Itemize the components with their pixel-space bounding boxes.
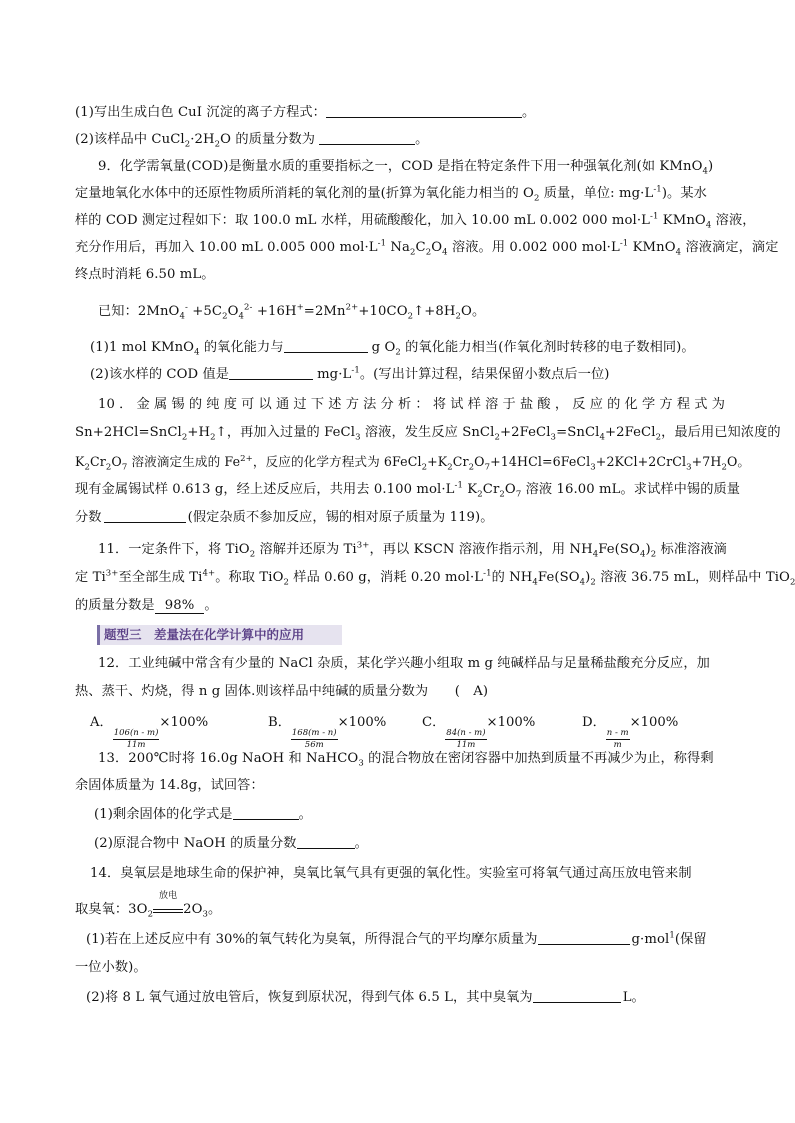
q10-text: Cr [482, 482, 500, 497]
superscript: 3+ [105, 568, 119, 579]
q11-text: 样品 0.60 g，消耗 0.20 mol·L [289, 570, 484, 585]
answer-blank[interactable] [533, 988, 621, 1003]
q9-text: 溶液。用 0.002 000 mol·L [447, 240, 620, 255]
subscript: 2 [421, 462, 428, 473]
q8-part2-text: (2)该样品中 CuCl [75, 132, 185, 147]
subscript: 2 [147, 909, 154, 920]
subscript: 2 [590, 577, 596, 588]
subscript: 2 [214, 139, 221, 150]
subscript: 2 [407, 311, 414, 322]
q9-part1-text: g O [371, 340, 396, 355]
q14-part2-text: (2)将 8 L 氧气通过放电管后，恢复到原状况，得到气体 6.5 L，其中臭氧为 [86, 990, 533, 1005]
q9-part2-text: 。(写出计算过程，结果保留小数点后一位) [359, 367, 610, 382]
answer-blank[interactable] [538, 930, 630, 945]
q9-text: 充分作用后，再加入 10.00 mL 0.005 000 mol·L [75, 240, 378, 255]
subscript: 2 [410, 247, 416, 258]
q10-text: ↑，再加入过量的 FeCl [215, 425, 356, 440]
answer-blank[interactable] [229, 365, 313, 380]
superscript: 2- [244, 302, 253, 313]
equation-text: 已知：2MnO [98, 304, 180, 319]
option-tail: ×100% [629, 715, 679, 730]
equation-text: +10CO [358, 304, 408, 319]
reaction-arrow [153, 891, 183, 913]
q13-part2-text: (2)原混合物中 NaOH 的质量分数 [94, 836, 297, 851]
q10-text: +H [187, 425, 211, 440]
q11-line2 [75, 568, 795, 588]
subscript: 2 [181, 432, 188, 443]
answer-blank[interactable] [104, 508, 186, 523]
q14-part1-text: g·mol [631, 932, 670, 947]
q10-text: ，反应的化学方程式为 6FeCl [252, 454, 422, 469]
q13-part1-end: 。 [298, 807, 312, 822]
q14-part2-text: L。 [622, 990, 645, 1005]
q11-text: 。称取 TiO [215, 570, 284, 585]
subscript: 4 [599, 432, 605, 443]
q9-text: )。某水 [661, 186, 707, 201]
subscript: 4 [705, 220, 712, 231]
q9-text: Na [386, 240, 410, 255]
q10-line2 [75, 423, 781, 443]
q11-text: Fe(SO [598, 542, 640, 557]
subscript: 2 [222, 311, 228, 322]
q8-part2-text-b: ·2H [190, 132, 215, 147]
q11-text: 溶解并还原为 Ti [255, 542, 357, 557]
q8-part2-end: 。 [415, 132, 429, 147]
subscript: 2 [105, 462, 112, 473]
q9-text: 质量，单位: mg·L [539, 186, 654, 201]
q10-text: 溶液滴定生成的 Fe [127, 454, 241, 469]
q9-part1 [90, 338, 740, 358]
superscript: + [296, 302, 304, 313]
q9-part2-text: (2)该水样的 COD 值是 [90, 367, 230, 382]
q14-part1-text: (1)若在上述反应中有 30%的氧气转化为臭氧，所得混合气的平均摩尔质量为 [86, 932, 538, 947]
q10-text: K [75, 454, 85, 469]
subscript: 2 [721, 462, 727, 473]
q11-text: 标准溶液滴 [656, 542, 727, 557]
q8-part1-text: (1)写出生成白色 CuI 沉淀的离子方程式： [75, 105, 326, 120]
q11-text: ) [585, 570, 591, 585]
q9-part1-text: 的氧化能力与 [199, 340, 284, 355]
q9-line5 [75, 265, 725, 285]
q11-line1 [98, 540, 725, 560]
q12-option-b[interactable] [268, 712, 386, 751]
subscript: 4 [532, 577, 538, 588]
q10-text: 10．金属锡的纯度可以通过下述方法分析：将试样溶于盐酸，反应的化学方程式为 [98, 397, 725, 412]
q13-line1 [98, 749, 725, 769]
option-label: D． [582, 715, 606, 730]
q11-text: 。 [204, 598, 218, 613]
q10-line5 [75, 508, 725, 528]
q14-part2 [86, 988, 736, 1008]
subscript: 4 [579, 577, 586, 588]
q10-text: ，最后用已知浓度的 [661, 425, 781, 440]
q10-text: O [111, 454, 122, 469]
q13-line2 [75, 776, 725, 796]
superscript: -1 [653, 184, 662, 195]
q11-text: 溶液 36.75 mL，则样品中 TiO [595, 570, 790, 585]
fraction-numerator: 84(n - m) [446, 728, 486, 738]
subscript: 2 [84, 462, 91, 473]
q10-text: K [463, 482, 478, 497]
subscript: 4 [442, 247, 448, 258]
q12-line2 [75, 682, 725, 702]
subscript: 2 [477, 489, 483, 500]
q14-line2 [75, 891, 725, 920]
q12-option-a[interactable] [90, 712, 208, 751]
q14-part1 [86, 930, 736, 950]
equation-text: =2Mn [303, 304, 346, 319]
q10-line4 [75, 480, 741, 500]
q14-part1-text: 一位小数)。 [75, 960, 147, 975]
answer-blank[interactable] [319, 130, 415, 145]
subscript: 7 [515, 489, 522, 500]
q9-line2 [75, 184, 725, 204]
q10-text: =SnCl [556, 425, 600, 440]
q9-text: 终点时消耗 6.50 mL。 [75, 267, 215, 282]
q14-line1 [90, 864, 725, 884]
subscript: 2 [184, 139, 191, 150]
superscript: -1 [351, 365, 360, 376]
q13-part1-text: (1)剩余固体的化学式是 [94, 807, 233, 822]
superscript: -1 [650, 211, 659, 222]
q11-text: Fe(SO [537, 570, 580, 585]
superscript: -1 [454, 480, 463, 491]
subscript: 2 [533, 193, 540, 204]
q9-text: 溶液， [711, 213, 756, 228]
fraction-denominator: 56m [304, 740, 324, 750]
superscript: -1 [483, 568, 492, 579]
subscript: 4 [179, 311, 185, 322]
subscript: 3 [550, 432, 557, 443]
subscript: 4 [238, 311, 245, 322]
q9-text: 溶液滴定，滴定 [681, 240, 779, 255]
q9-line3 [75, 211, 756, 231]
superscript: -1 [377, 238, 387, 249]
q8-part1-end: 。 [521, 105, 536, 120]
superscript: 1 [669, 930, 675, 941]
q9-line1 [98, 157, 725, 177]
superscript: 3+ [356, 540, 370, 551]
q13-text: 余固体质量为 14.8g，试回答： [75, 778, 264, 793]
q14-part1-text: (保留 [674, 932, 707, 947]
q13-part1 [94, 805, 744, 825]
fraction [291, 728, 338, 751]
q10-text: (假定杂质不参加反应，锡的相对原子质量为 119)。 [187, 510, 494, 525]
subscript: 7 [484, 462, 491, 473]
subscript: 3 [686, 462, 692, 473]
q10-text: O [504, 482, 516, 497]
fraction-numerator: n - m [606, 728, 629, 738]
q14-text: 2O [183, 902, 203, 917]
option-label: C． [422, 715, 446, 730]
q9-part2 [90, 365, 740, 385]
equation-text: +16H [252, 304, 297, 319]
q9-text: 9．化学需氧量(COD)是衡量水质的重要指标之一，COD 是指在特定条件下用一种强氧化剂(如 KMnO [98, 159, 703, 174]
subscript: 3 [202, 909, 208, 920]
q10-text: 分数 [75, 510, 102, 525]
superscript: 2+ [345, 302, 359, 313]
q9-text: 样的 COD 测定过程如下：取 100.0 mL 水样，用硫酸酸化，加入 10.00 mL 0.002 000 mol·L [75, 213, 650, 228]
equation-text: ↑+8H [413, 304, 456, 319]
q11-text: ) [645, 542, 651, 557]
equation-text: +5C [187, 304, 223, 319]
q11-text: 定 Ti [75, 570, 106, 585]
q9-line4 [75, 238, 779, 258]
q14-text: 取臭氧：3O [75, 902, 148, 917]
q8-part2-text-c: O 的质量分数为 [220, 132, 316, 147]
q10-text: Sn+2HCl=SnCl [75, 425, 182, 440]
q9-part1-text: (1)1 mol KMnO [90, 340, 195, 355]
q12-text: 12．工业纯碱中常含有少量的 NaCl 杂质，某化学兴趣小组取 m g 纯碱样品与足量稀盐酸充分反应，加 [98, 656, 710, 671]
q10-text: Cr [90, 454, 106, 469]
fraction [606, 728, 630, 751]
q9-text: 定量地氧化水体中的还原性物质所消耗的氧化剂的量(折算为氧化能力相当的 O [75, 186, 534, 201]
superscript: 2+ [240, 453, 253, 464]
answer-blank[interactable] [326, 103, 522, 118]
superscript: - [184, 302, 188, 313]
q10-text: O [474, 454, 485, 469]
option-tail: ×100% [337, 715, 387, 730]
answer-blank[interactable] [284, 338, 368, 353]
subscript: 2 [655, 432, 662, 443]
subscript: 4 [702, 166, 708, 177]
fraction [113, 728, 160, 751]
answer-blank[interactable] [233, 805, 299, 820]
q9-text: KMnO [628, 240, 676, 255]
subscript: 3 [355, 432, 361, 443]
subscript: 2 [650, 549, 657, 560]
arrow-bar [153, 909, 183, 913]
q13-part2-end: 。 [354, 836, 368, 851]
subscript: 2 [395, 347, 401, 358]
subscript: 7 [121, 462, 128, 473]
q14-text: 。 [208, 902, 222, 917]
option-label: A． [90, 715, 113, 730]
q12-option-c[interactable] [422, 712, 535, 751]
q9-known-equation [98, 302, 748, 322]
q10-line1 [98, 395, 725, 415]
fraction [445, 728, 486, 751]
option-label: B． [268, 715, 291, 730]
q11-text: 11．一定条件下，将 TiO [98, 542, 250, 557]
subscript: 4 [675, 247, 682, 258]
q13-text: 13．200℃时将 16.0g NaOH 和 NaHCO [98, 751, 359, 766]
subscript: 4 [592, 549, 599, 560]
fraction-denominator: 11m [126, 740, 146, 750]
arrow-condition-label: 放电 [158, 891, 178, 901]
q11-line3 [75, 596, 725, 616]
option-tail: ×100% [159, 715, 209, 730]
subscript: 2 [455, 311, 462, 322]
subscript: 2 [425, 247, 432, 258]
superscript: -1 [619, 238, 629, 249]
fraction-numerator: 168(m - n) [291, 728, 337, 738]
q9-part1-text: 的氧化能力相当(作氧化剂时转移的电子数相同)。 [400, 340, 695, 355]
subscript: 3 [358, 758, 364, 769]
q10-text: +2FeCl [499, 425, 551, 440]
q12-option-d[interactable] [582, 712, 678, 751]
q10-text: +2KCl+2CrCl [595, 454, 687, 469]
q11-answer: 98% [155, 598, 205, 614]
q10-text: +14HCl=6FeCl [490, 454, 591, 469]
subscript: 2 [249, 549, 256, 560]
q10-text: 现有金属锡试样 0.613 g，经上述反应后，共用去 0.100 mol·L [75, 482, 455, 497]
q8-part1 [75, 103, 725, 123]
q12-text: 热、蒸干、灼烧，得 n g 固体.则该样品中纯碱的质量分数为 ( A) [75, 684, 489, 699]
q10-text: +2FeCl [604, 425, 656, 440]
q14-part1-line2 [75, 958, 725, 978]
subscript: 2 [494, 432, 500, 443]
q11-text: ，再以 KSCN 溶液作指示剂，用 NH [369, 542, 593, 557]
q10-text: +K [427, 454, 448, 469]
answer-blank[interactable] [297, 834, 355, 849]
q9-part2-text: mg·L [317, 367, 352, 382]
q14-text: 14．臭氧层是地球生命的保护神，臭氧比氧气具有更强的氧化性。实验室可将氧气通过高压放电管来制 [90, 866, 692, 881]
q11-text: 至全部生成 Ti [118, 570, 203, 585]
subscript: 4 [194, 347, 200, 358]
q10-text: +7H [691, 454, 722, 469]
q10-text: 溶液 16.00 mL。求试样中锡的质量 [521, 482, 741, 497]
q8-part2 [75, 130, 725, 150]
fraction-denominator: 11m [456, 740, 476, 750]
section-heading-type3: 题型三 差量法在化学计算中的应用 [97, 625, 342, 645]
equation-text: O。 [461, 304, 486, 319]
subscript: 2 [210, 432, 216, 443]
equation-text: O [227, 304, 239, 319]
subscript: 2 [283, 577, 290, 588]
fraction-numerator: 106(n - m) [113, 728, 159, 738]
q13-part2 [94, 834, 744, 854]
q11-text: 的 NH [491, 570, 533, 585]
subscript: 2 [468, 462, 475, 473]
q11-text: 的质量分数是 [75, 598, 155, 613]
subscript: 2 [499, 489, 505, 500]
subscript: 3 [590, 462, 596, 473]
q9-text: C [415, 240, 426, 255]
q10-line3 [75, 452, 751, 473]
q10-text: O。 [726, 454, 751, 469]
subscript: 2 [789, 577, 795, 588]
q10-text: 溶液，发生反应 SnCl [360, 425, 495, 440]
superscript: 4+ [202, 568, 216, 579]
q12-line1 [98, 654, 725, 674]
q9-text: O [431, 240, 443, 255]
subscript: 4 [639, 549, 646, 560]
subscript: 2 [447, 462, 453, 473]
q9-text: ) [708, 159, 714, 174]
q9-text: KMnO [658, 213, 706, 228]
fraction-denominator: m [613, 740, 622, 750]
option-tail: ×100% [486, 715, 536, 730]
q10-text: Cr [452, 454, 469, 469]
q13-text: 的混合物放在密闭容器中加热到质量不再减少为止，称得剩 [363, 751, 714, 766]
